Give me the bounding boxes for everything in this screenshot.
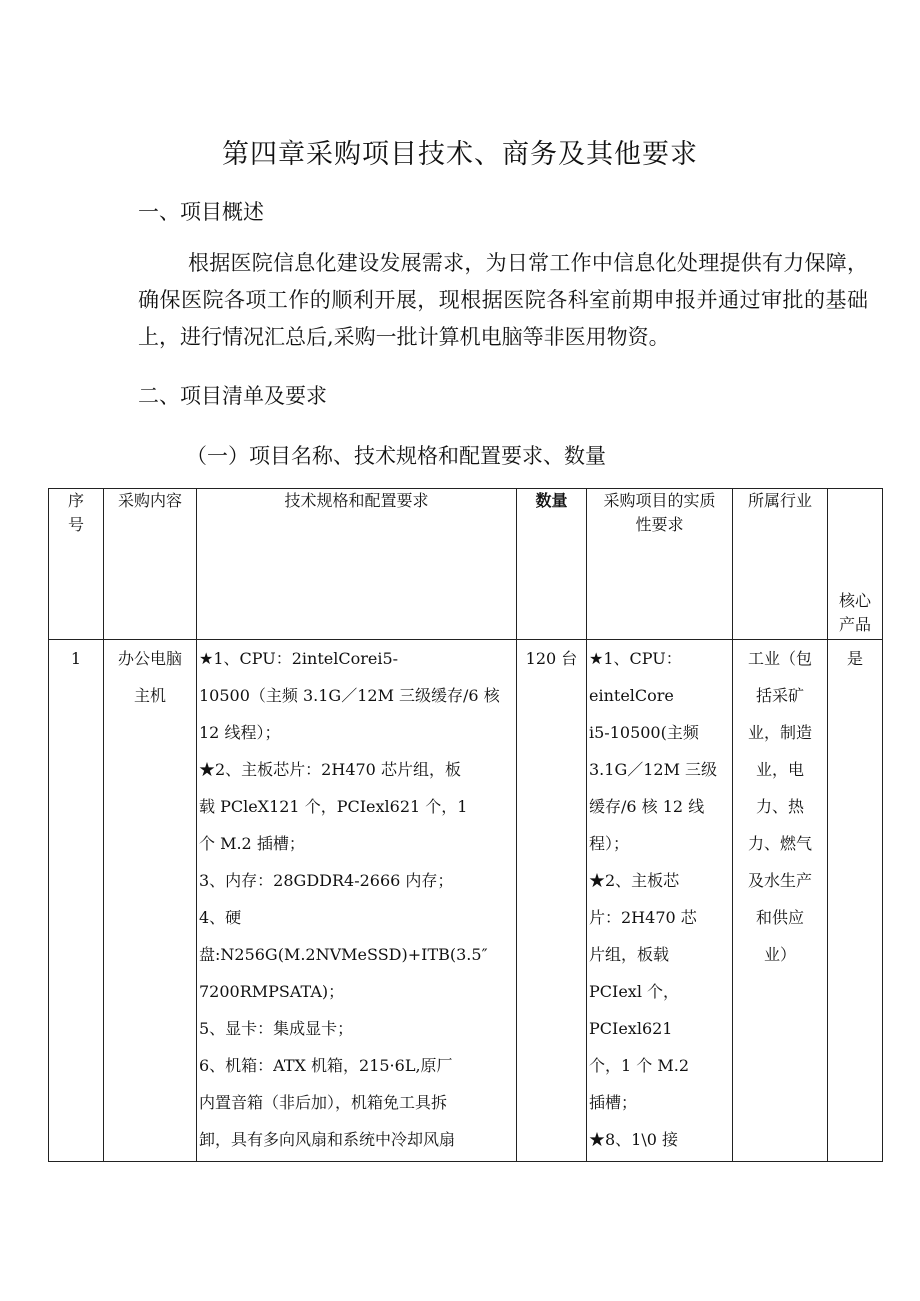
sub-heading-spec: （一）项目名称、技术规格和配置要求、数量 bbox=[186, 444, 606, 468]
row-core: 是 bbox=[828, 640, 883, 1162]
header-essential: 采购项目的实质 性要求 bbox=[587, 489, 733, 640]
page-title: 第四章采购项目技术、商务及其他要求 bbox=[222, 139, 698, 170]
row-spec: ★1、CPU：2intelCorei5- 10500（主频 3.1G／12M 三级缓存/6 核 12 线程）； ★2、主板芯片：2H470 芯片组，板 载 PCleX121 个，PCIexl621 个，1 个 M.2 插槽； 3、内存：28GDDR4-2666 内存； 4、硬 盘:N256G(M.2NVMeSSD)+ITB(3.5″ 7200RMPSATA)； 5、显卡：集成显卡； 6、机箱：ATX 机箱，215·6L,原厂 内置音箱（非后加），机箱免工具拆 卸，具有多向风扇和系统中冷却风扇 bbox=[197, 640, 517, 1162]
header-industry: 所属行业 bbox=[733, 489, 828, 640]
row-essential: ★1、CPU： eintelCore i5-10500(主频 3.1G／12M 三级 缓存/6 核 12 线 程）； ★2、主板芯 片：2H470 芯 片组，板载 PCIexl 个， PCIexl621 个，1 个 M.2 插槽； ★8、1\0 接 bbox=[587, 640, 733, 1162]
header-core: 核心 产品 bbox=[828, 489, 883, 640]
row-qty: 120 台 bbox=[517, 640, 587, 1162]
header-qty: 数量 bbox=[517, 489, 587, 640]
section-heading-overview: 一、项目概述 bbox=[138, 200, 264, 224]
section-heading-list: 二、项目清单及要求 bbox=[138, 384, 327, 408]
overview-paragraph: 根据医院信息化建设发展需求，为日常工作中信息化处理提供有力保障，确保医院各项工作的顺利开展，现根据医院各科室前期申报并通过审批的基础上，进行情况汇总后,采购一批计算机电脑等非医用物资。 bbox=[138, 251, 868, 349]
requirements-table bbox=[48, 488, 883, 1162]
row-industry: 工业（包 括采矿 业，制造 业，电 力、热 力、燃气 及水生产 和供应 业） bbox=[733, 640, 828, 1162]
row-content: 办公电脑 主机 bbox=[104, 640, 197, 1162]
header-seq: 序 号 bbox=[49, 489, 104, 640]
table-row bbox=[49, 640, 883, 1162]
header-content: 采购内容 bbox=[104, 489, 197, 640]
table-header-row bbox=[49, 489, 883, 640]
header-spec: 技术规格和配置要求 bbox=[197, 489, 517, 640]
row-seq: 1 bbox=[49, 640, 104, 1162]
